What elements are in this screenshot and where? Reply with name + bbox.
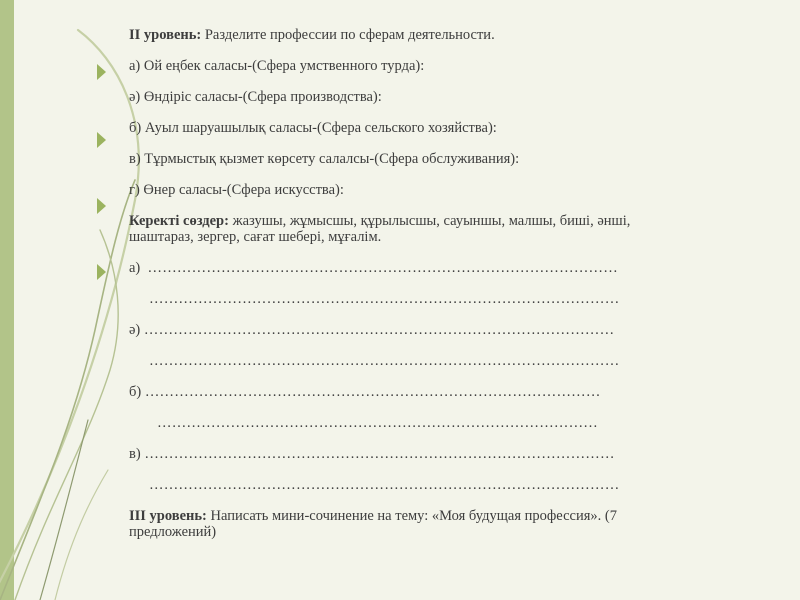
answer-line: [129, 353, 789, 369]
keywords-continuation: шаштараз, зергер, сағат шебері, мұғалім.: [129, 229, 382, 245]
bullet-arrow-icon: [97, 132, 106, 148]
answer-label: ә): [129, 322, 141, 338]
level2-heading: II уровень:: [129, 27, 202, 43]
answer-line: [129, 477, 789, 493]
answer-line: [129, 260, 789, 276]
level3-heading: III уровень:: [129, 508, 207, 524]
keywords-list: жазушы, жұмысшы, құрылысшы, сауыншы, малшы, биші, әнші,: [228, 213, 631, 229]
answer-label: б): [129, 384, 142, 400]
answer-dots: ……………………………………………………………………………………: [143, 322, 615, 338]
answer-dots: ……………………………………………………………………………………: [144, 446, 615, 462]
keywords-heading: Керекті сөздер:: [129, 213, 229, 229]
answer-line: [129, 291, 789, 307]
sphere-item: в) Тұрмыстық қызмет көрсету салалсы-(Сфера обслуживания):: [129, 151, 520, 167]
answer-dots: ……………………………………………………………………………………: [149, 353, 620, 369]
keywords-line: [129, 213, 789, 229]
bullet-arrow-icon: [97, 198, 106, 214]
answer-line: [129, 446, 789, 462]
answer-dots: ……………………………………………………………………………………: [147, 260, 618, 276]
level3-instruction: [129, 508, 789, 524]
worksheet: [129, 27, 789, 555]
answer-dots: …………………………………………………………………………………: [144, 384, 601, 400]
answer-label: а): [129, 260, 141, 276]
answer-line: [129, 415, 789, 431]
level2-task: Разделите профессии по сферам деятельности.: [201, 27, 495, 43]
level2-instruction: [129, 27, 789, 43]
sphere-item: ә) Өндіріс саласы-(Сфера производства):: [129, 89, 382, 105]
answer-line: [129, 322, 789, 338]
bullet-arrow-icon: [97, 264, 106, 280]
level3-task: Написать мини-сочинение на тему: «Моя будущая профессия». (7: [206, 508, 617, 524]
answer-dots: ……………………………………………………………………………………: [149, 291, 620, 307]
answer-dots: ……………………………………………………………………………………: [149, 477, 620, 493]
sphere-item: б) Ауыл шаруашылық саласы-(Сфера сельского хозяйства):: [129, 120, 497, 136]
answer-line: [129, 384, 789, 400]
sphere-item: г) Өнер саласы-(Сфера искусства):: [129, 182, 344, 198]
level3-continuation: предложений): [129, 524, 217, 540]
answer-label: в): [129, 446, 141, 462]
sphere-item: а) Ой еңбек саласы-(Сфера умственного турда):: [129, 58, 425, 74]
bullet-arrow-icon: [97, 64, 106, 80]
answer-dots: ………………………………………………………………………………: [157, 415, 598, 431]
